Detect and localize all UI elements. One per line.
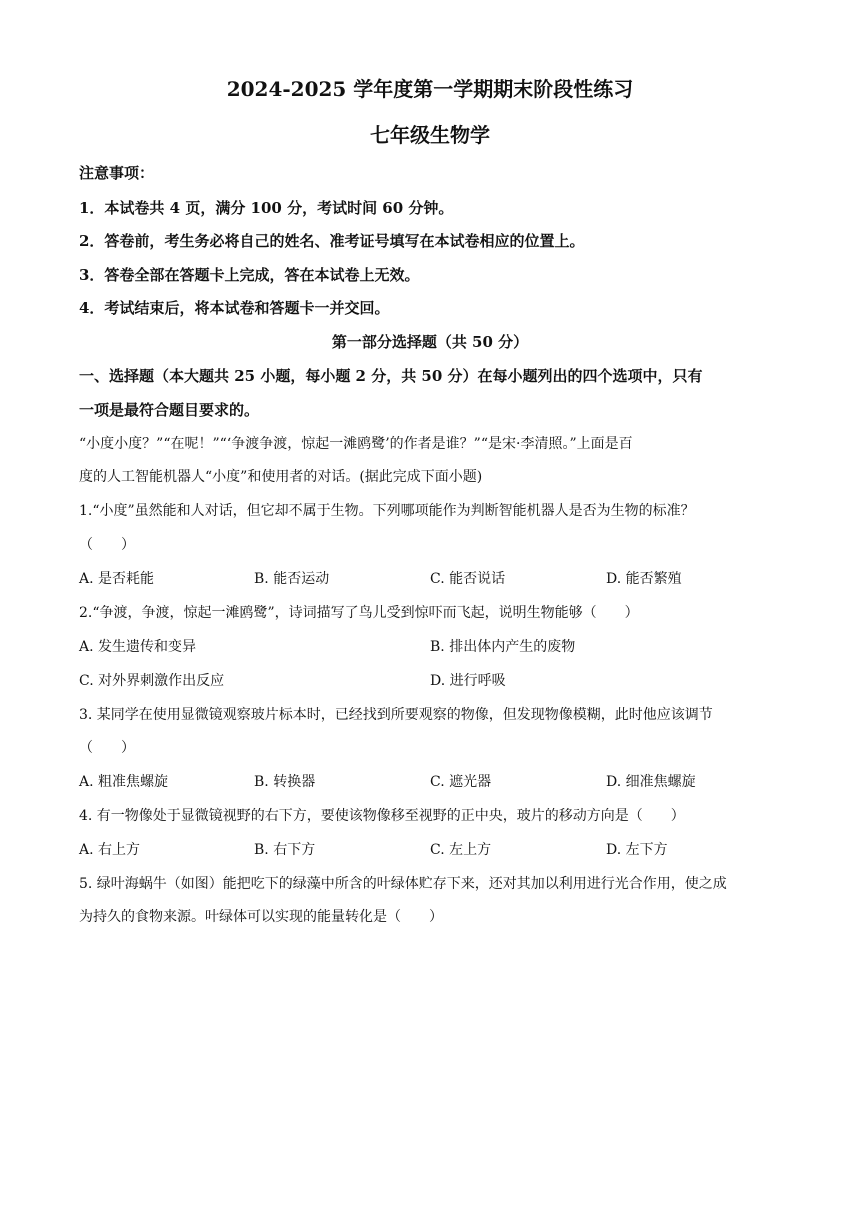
question-3-option-c: C. 遮光器 [430,774,492,790]
question-3-blank: （ ） [79,740,135,756]
question-1-option-b: B. 能否运动 [254,571,330,587]
exam-subtitle: 七年级生物学 [370,123,490,147]
part1-instruction-line1: 一、选择题（本大题共 25 小题，每小题 2 分，共 50 分）在每小题列出的四个选项中，只有 [79,367,703,385]
note-item-2: 2．答卷前，考生务必将自己的姓名、准考证号填写在本试卷相应的位置上。 [79,232,585,250]
question-1-option-c: C. 能否说话 [430,571,506,587]
question-1-option-a: A. 是否耗能 [79,571,155,587]
question-1-stem: 1.“小度”虽然能和人对话，但它却不属于生物。下列哪项能作为判断智能机器人是否为生物的标准？ [79,503,695,519]
question-5-stem-line2: 为持久的食物来源。叶绿体可以实现的能量转化是（ ） [79,909,443,925]
question-3-option-a: A. 粗准焦螺旋 [79,774,169,790]
question-1-blank: （ ） [79,537,135,553]
question-4-option-d: D. 左下方 [606,842,668,858]
question-4-option-a: A. 右上方 [79,842,141,858]
question-2-stem: 2.“争渡，争渡，惊起一滩鸥鹭”，诗词描写了鸟儿受到惊吓而飞起，说明生物能够（ ） [79,605,639,621]
note-item-3: 3．答卷全部在答题卡上完成，答在本试卷上无效。 [79,266,420,284]
question-2-option-a: A. 发生遗传和变异 [79,639,197,655]
question-4-option-b: B. 右下方 [254,842,316,858]
question-2-option-c: C. 对外界刺激作出反应 [79,673,225,689]
notes-heading: 注意事项： [79,164,155,182]
part1-heading: 第一部分选择题（共 50 分） [331,333,529,351]
question-3-stem: 3. 某同学在使用显微镜观察玻片标本时，已经找到所要观察的物像，但发现物像模糊，此时他应该调节 [79,707,713,723]
exam-title: 2024-2025 学年度第一学期期末阶段性练习 [226,77,634,101]
question-2-option-d: D. 进行呼吸 [430,673,506,689]
question-4-stem: 4. 有一物像处于显微镜视野的右下方，要使该物像移至视野的正中央，玻片的移动方向是（ ） [79,808,685,824]
question-5-stem: 5. 绿叶海蜗牛（如图）能把吃下的绿藻中所含的叶绿体贮存下来，还对其加以利用进行光合作用，使之成 [79,876,727,892]
question-3-option-d: D. 细准焦螺旋 [606,774,696,790]
question-3-option-b: B. 转换器 [254,774,316,790]
passage-line1: “小度小度？”“在呢！”“‘争渡争渡，惊起一滩鸥鹭’的作者是谁？”“是宋·李清照。”上面是百 [79,436,633,452]
note-item-1: 1．本试卷共 4 页，满分 100 分，考试时间 60 分钟。 [79,199,454,217]
passage-line2: 度的人工智能机器人“小度”和使用者的对话。(据此完成下面小题) [79,469,483,485]
part1-instruction-line2: 一项是最符合题目要求的。 [79,401,260,419]
note-item-4: 4．考试结束后，将本试卷和答题卡一并交回。 [79,299,390,317]
question-2-option-b: B. 排出体内产生的废物 [430,639,576,655]
question-1-option-d: D. 能否繁殖 [606,571,682,587]
question-4-option-c: C. 左上方 [430,842,492,858]
